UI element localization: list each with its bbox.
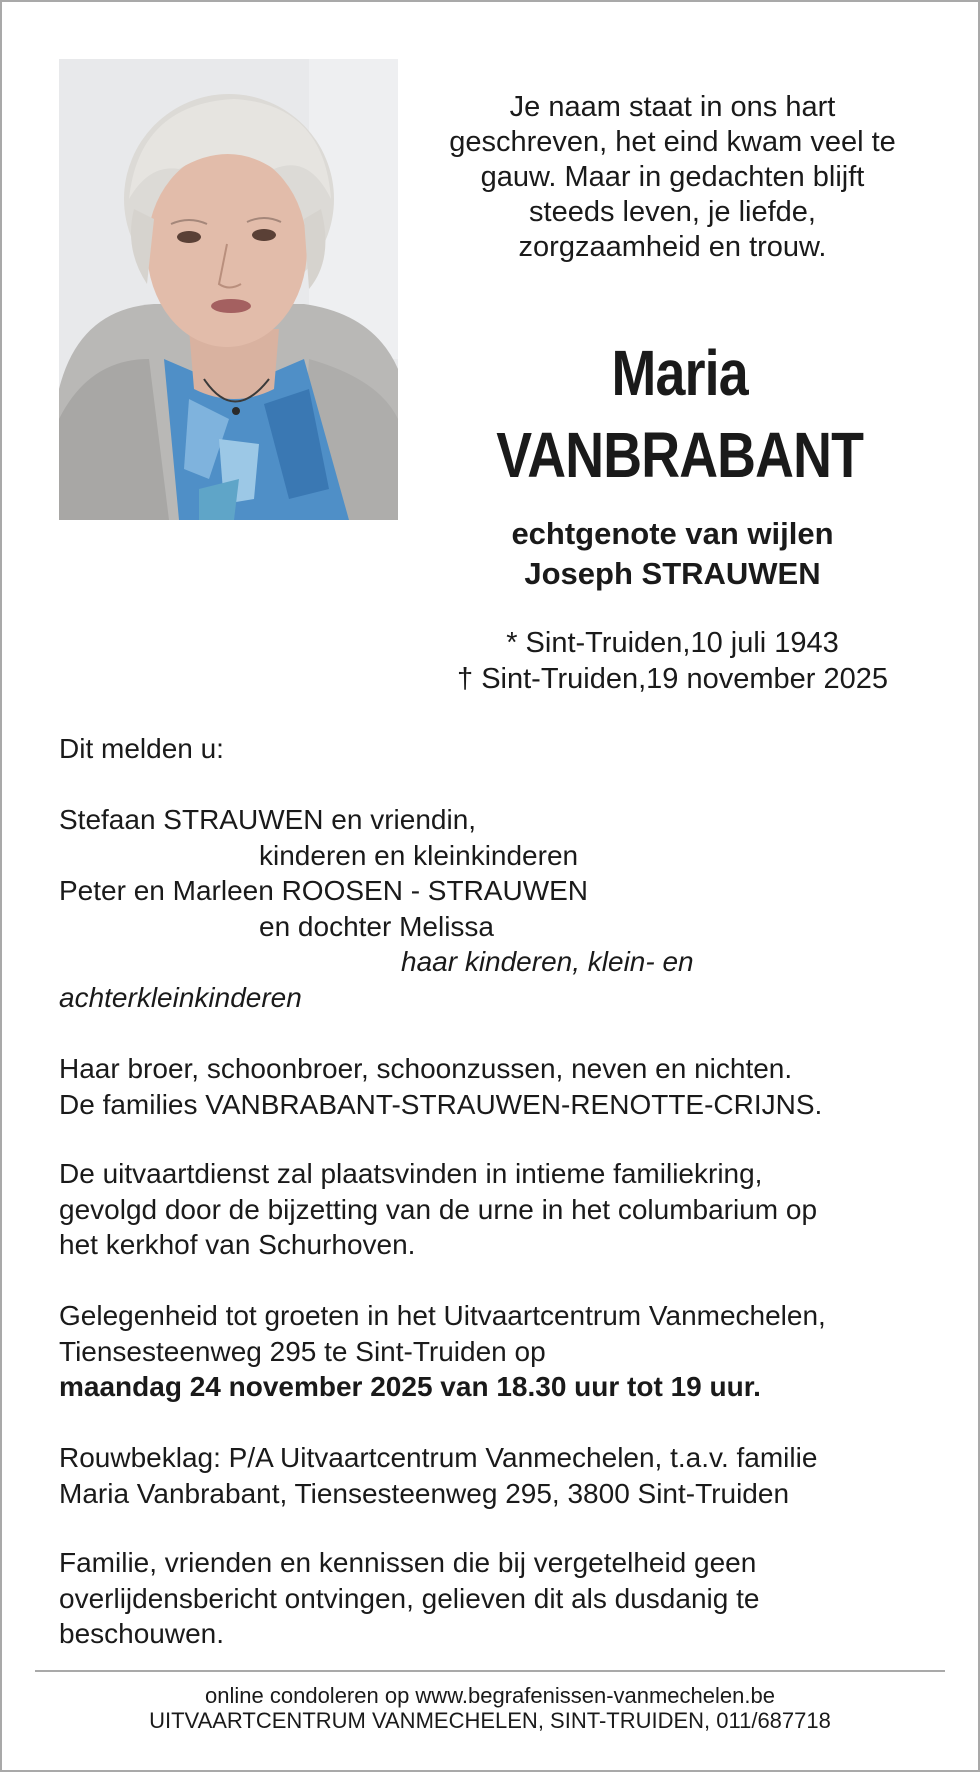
closing-line: Familie, vrienden en kennissen die bij vergetelheid geen xyxy=(59,1547,757,1578)
footer-website: online condoleren op www.begrafenissen-vanmechelen.be xyxy=(205,1683,775,1708)
service-line: De uitvaartdienst zal plaatsvinden in intieme familiekring, xyxy=(59,1158,763,1189)
service-line: het kerkhof van Schurhoven. xyxy=(59,1229,416,1260)
closing-paragraph xyxy=(59,1545,939,1652)
condolence-paragraph xyxy=(59,1440,939,1511)
service-line: gevolgd door de bijzetting van de urne in het columbarium op xyxy=(59,1193,818,1225)
footer-divider xyxy=(35,1670,945,1672)
death-date: † Sint-Truiden,19 november 2025 xyxy=(457,663,888,695)
family-line: Stefaan STRAUWEN en vriendin, xyxy=(59,804,477,835)
family-list xyxy=(59,802,939,1015)
poem-line: zorgzaamheid en trouw. xyxy=(518,231,827,263)
closing-line: beschouwen. xyxy=(59,1618,225,1649)
deceased-name xyxy=(461,332,898,496)
family-line: achterkleinkinderen xyxy=(59,981,302,1013)
poem-line: geschreven, het eind kwam veel te xyxy=(449,126,896,158)
condolence-line: Rouwbeklag: P/A Uitvaartcentrum Vanmechelen, t.a.v. familie xyxy=(59,1442,818,1473)
condolence-line: Maria Vanbrabant, Tiensesteenweg 295, 3800 Sint-Truiden xyxy=(59,1477,790,1509)
family-line: kinderen en kleinkinderen xyxy=(259,839,579,871)
poem-line: gauw. Maar in gedachten blijft xyxy=(480,161,865,193)
spouse-info xyxy=(420,514,925,594)
poem-line: Je naam staat in ons hart xyxy=(509,91,836,123)
deceased-last-name: VANBRABANT xyxy=(496,419,864,491)
announcement-intro xyxy=(59,731,939,767)
portrait-illustration xyxy=(59,59,398,520)
intro-line: Dit melden u: xyxy=(59,733,224,764)
spouse-line: echtgenote van wijlen xyxy=(511,516,834,551)
deceased-first-name: Maria xyxy=(611,337,748,409)
footer-contact: UITVAARTCENTRUM VANMECHELEN, SINT-TRUIDEN, 011/687718 xyxy=(149,1708,831,1733)
birth-date: * Sint-Truiden,10 juli 1943 xyxy=(506,627,839,659)
visitation-paragraph xyxy=(59,1298,939,1405)
relatives-line: De families VANBRABANT-STRAUWEN-RENOTTE-CRIJNS. xyxy=(59,1088,823,1120)
relatives-line: Haar broer, schoonbroer, schoonzussen, neven en nichten. xyxy=(59,1053,793,1084)
family-line: haar kinderen, klein- en xyxy=(401,946,694,977)
relatives-paragraph xyxy=(59,1051,939,1122)
visitation-line: Gelegenheid tot groeten in het Uitvaartcentrum Vanmechelen, xyxy=(59,1300,826,1331)
life-dates xyxy=(410,625,935,697)
visitation-date: maandag 24 november 2025 van 18.30 uur tot 19 uur. xyxy=(59,1371,761,1402)
closing-line: overlijdensbericht ontvingen, gelieven dit als dusdanig te xyxy=(59,1582,760,1614)
memorial-poem xyxy=(420,90,925,265)
portrait-photo xyxy=(59,59,398,520)
poem-line: steeds leven, je liefde, xyxy=(529,196,816,228)
service-paragraph xyxy=(59,1156,939,1263)
spouse-name: Joseph STRAUWEN xyxy=(524,556,821,591)
footer xyxy=(0,1683,980,1733)
visitation-line: Tiensesteenweg 295 te Sint-Truiden op xyxy=(59,1335,546,1367)
family-line: en dochter Melissa xyxy=(259,910,495,942)
family-line: Peter en Marleen ROOSEN - STRAUWEN xyxy=(59,875,589,906)
